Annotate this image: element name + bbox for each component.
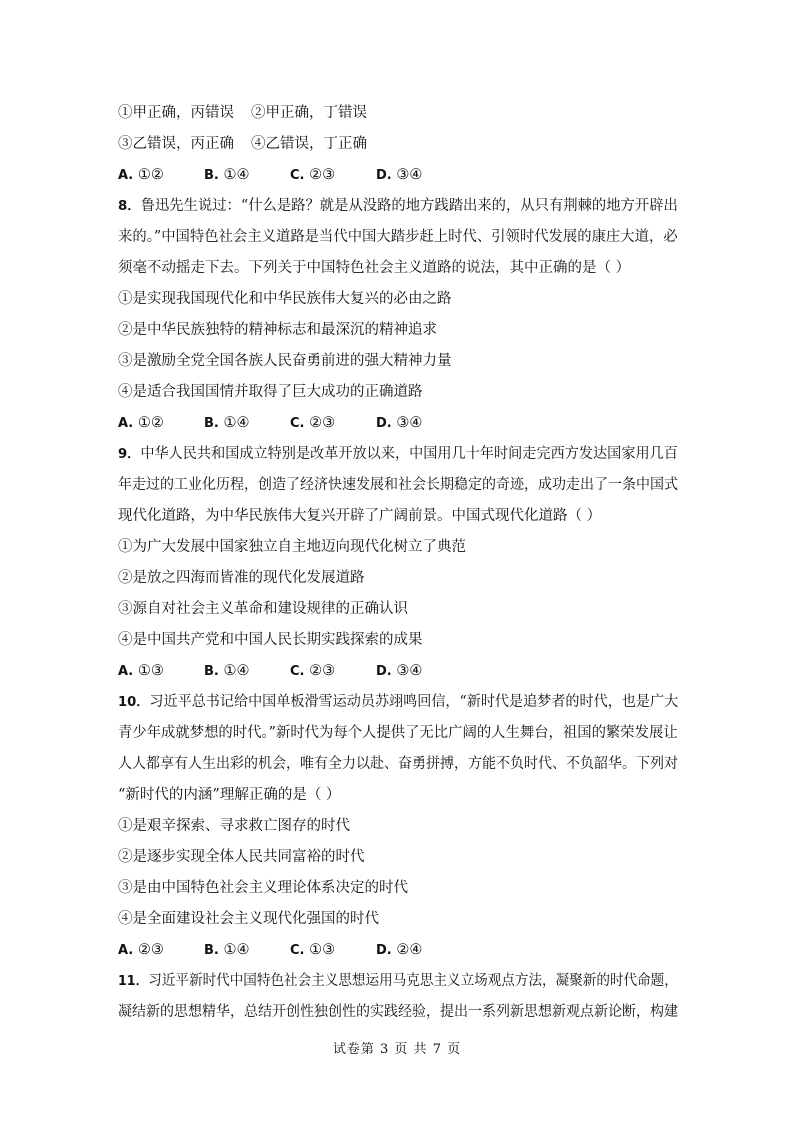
question-stem-line: 8．鲁迅先生说过：“什么是路？就是从没路的地方践踏出来的，从只有荆棘的地方开辟出 — [118, 198, 678, 214]
statement: ③源自对社会主义革命和建设规律的正确认识 — [118, 601, 408, 617]
option-d: D. ③④ — [376, 663, 423, 679]
statement: ①是实现我国现代化和中华民族伟大复兴的必由之路 — [118, 291, 452, 307]
statement: ④乙错误，丁正确 — [251, 136, 367, 152]
question-number: 9． — [118, 446, 141, 462]
question-stem-line: 凝结新的思想精华，总结开创性独创性的实践经验，提出一系列新思想新观点新论断，构建 — [118, 1004, 678, 1020]
question-stem-line: “新时代的内涵”理解正确的是（ ） — [118, 787, 341, 803]
statement: ④是中国共产党和中国人民长期实践探索的成果 — [118, 632, 423, 648]
option-a: A. ①③ — [118, 663, 164, 679]
statement: ③是激励全党全国各族人民奋勇前进的强大精神力量 — [118, 353, 452, 369]
statement: ②是逐步实现全体人民共同富裕的时代 — [118, 849, 365, 865]
option-a: A. ①② — [118, 415, 164, 431]
question-stem-line: 现代化道路，为中华民族伟大复兴开辟了广阔前景。中国式现代化道路（ ） — [118, 508, 602, 524]
question-number: 10． — [118, 694, 150, 710]
statement: ④是全面建设社会主义现代化强国的时代 — [118, 911, 379, 927]
option-c: C. ②③ — [290, 415, 336, 431]
question-stem-line: 来的。”中国特色社会主义道路是当代中国大踏步赶上时代、引领时代发展的康庄大道，必 — [118, 229, 678, 245]
question-stem-line: 人人都享有人生出彩的机会，唯有全力以赴、奋勇拼搏，方能不负时代、不负韶华。下列对 — [118, 756, 678, 772]
question-stem-line: 9．中华人民共和国成立特别是改革开放以来，中国用几十年时间走完西方发达国家用几百 — [118, 446, 678, 462]
option-b: B. ①④ — [204, 942, 250, 958]
option-b: B. ①④ — [204, 167, 250, 183]
question-8 — [118, 191, 678, 439]
option-c: C. ①③ — [290, 942, 336, 958]
statement: ①为广大发展中国家独立自主地迈向现代化树立了典范 — [118, 539, 466, 555]
answer-options — [118, 408, 678, 439]
question-9 — [118, 439, 678, 687]
question-stem-line: 青少年成就梦想的时代。”新时代为每个人提供了无比广阔的人生舞台，祖国的繁荣发展让 — [118, 725, 678, 741]
question-stem-line: 10．习近平总书记给中国单板滑雪运动员苏翊鸣回信，“新时代是追梦者的时代，也是广大 — [118, 694, 679, 710]
option-d: D. ③④ — [376, 167, 423, 183]
option-c: C. ②③ — [290, 167, 336, 183]
page-content — [118, 98, 678, 1028]
question-stem-line: 11．习近平新时代中国特色社会主义思想运用马克思主义立场观点方法，凝聚新的时代命题， — [118, 973, 678, 989]
statement: ①是艰辛探索、寻求救亡图存的时代 — [118, 818, 350, 834]
question-number: 8． — [118, 198, 141, 214]
question-11 — [118, 966, 678, 1028]
answer-options — [118, 656, 678, 687]
statement: ②是中华民族独特的精神标志和最深沉的精神追求 — [118, 322, 437, 338]
page-footer: 试卷第 3 页 共 7 页 — [332, 1042, 462, 1057]
statement: ②是放之四海而皆准的现代化发展道路 — [118, 570, 365, 586]
statement: ③乙错误，丙正确 — [118, 136, 234, 152]
answer-options — [118, 935, 678, 966]
option-d: D. ②④ — [376, 942, 423, 958]
question-stem-line: 须毫不动摇走下去。下列关于中国特色社会主义道路的说法，其中正确的是（ ） — [118, 260, 631, 276]
option-b: B. ①④ — [204, 663, 250, 679]
option-d: D. ③④ — [376, 415, 423, 431]
statement-pair-row — [118, 129, 678, 160]
answer-options — [118, 160, 678, 191]
option-a: A. ①② — [118, 167, 164, 183]
statement: ①甲正确，丙错误 — [118, 105, 234, 121]
question-10 — [118, 687, 678, 966]
statement: ③是由中国特色社会主义理论体系决定的时代 — [118, 880, 408, 896]
statement-pair-row — [118, 98, 678, 129]
statement: ④是适合我国国情并取得了巨大成功的正确道路 — [118, 384, 423, 400]
option-c: C. ②③ — [290, 663, 336, 679]
statement: ②甲正确，丁错误 — [251, 105, 367, 121]
option-a: A. ②③ — [118, 942, 164, 958]
question-stem-line: 年走过的工业化历程，创造了经济快速发展和社会长期稳定的奇迹，成功走出了一条中国式 — [118, 477, 678, 493]
question-number: 11． — [118, 973, 149, 989]
option-b: B. ①④ — [204, 415, 250, 431]
